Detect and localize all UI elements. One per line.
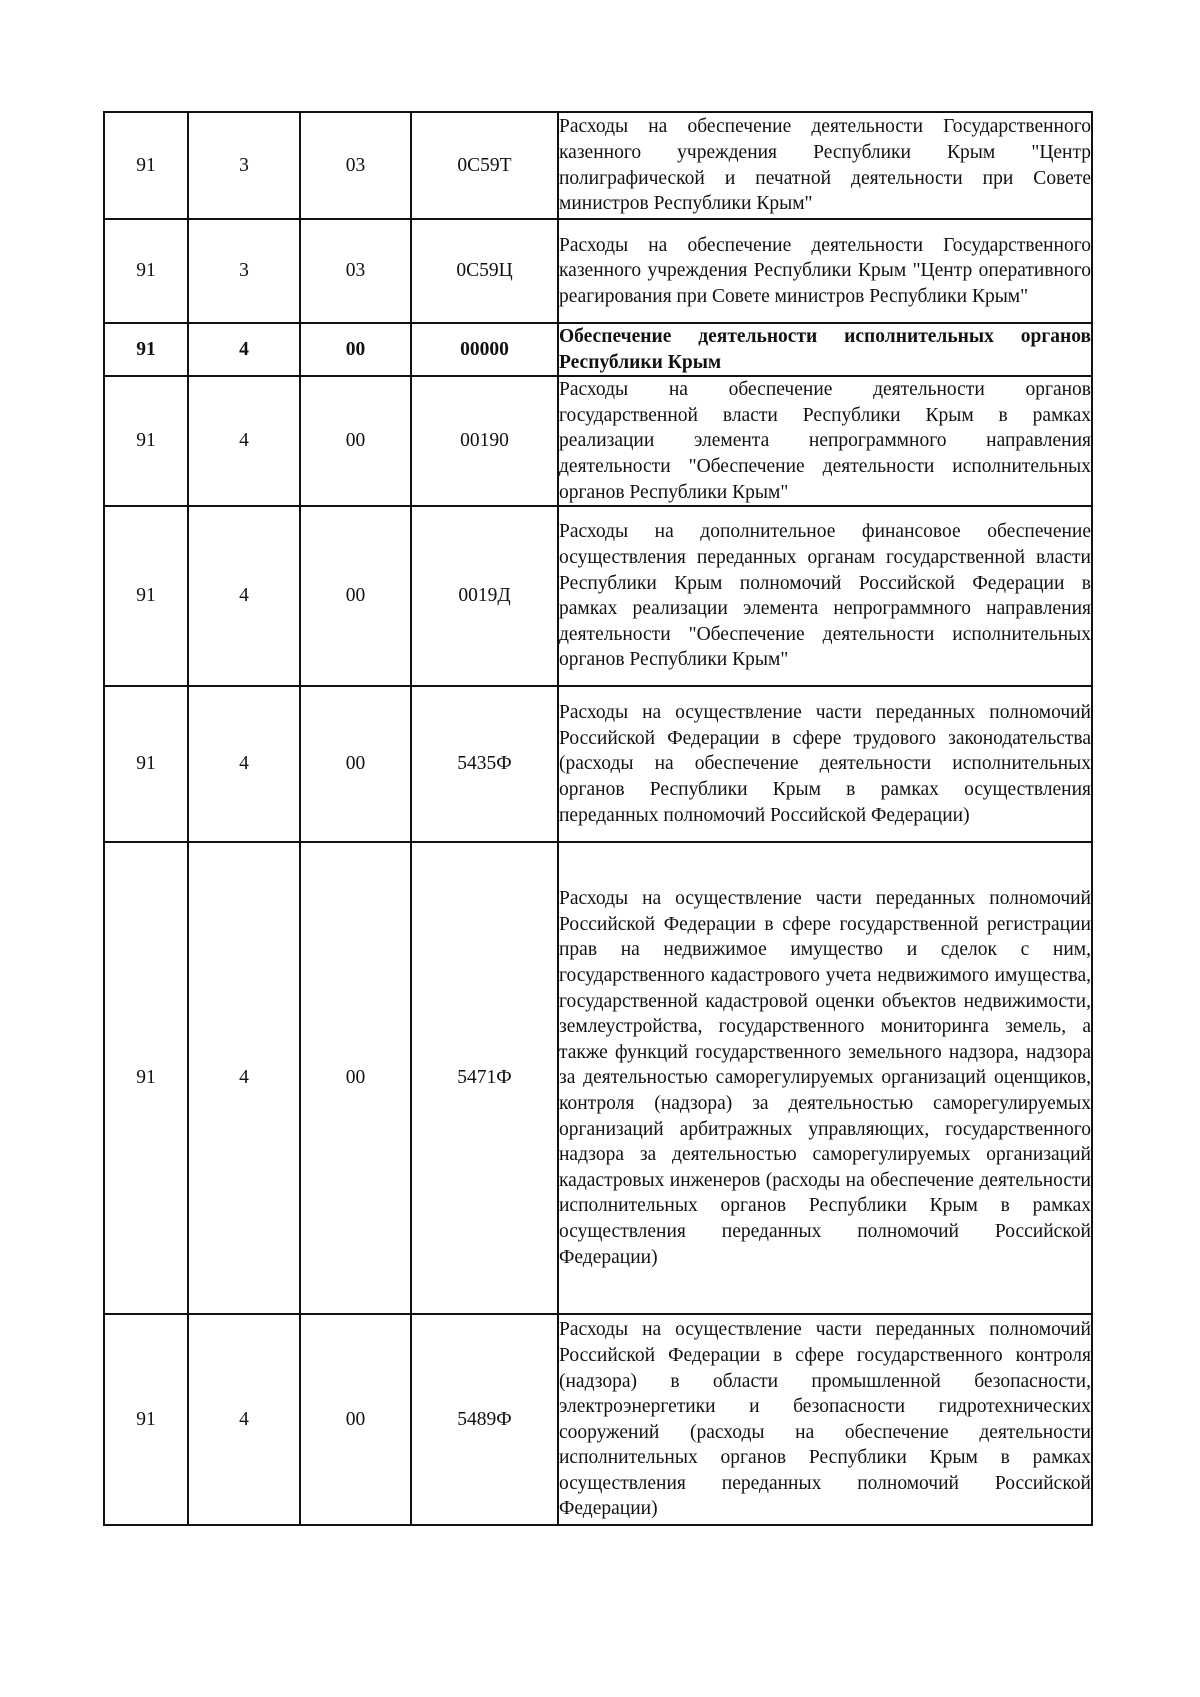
code-col1-cell: 91 (104, 323, 188, 376)
description-cell: Обеспечение деятельности исполнительных органов Республики Крым (558, 323, 1092, 376)
table-row (104, 112, 1092, 219)
code-col1-cell: 91 (104, 506, 188, 686)
description-cell: Расходы на осуществление части переданных полномочий Российской Федерации в сфере государственной регистрации прав на недвижимое имущество и сделок с ним, государственного кадастрового учета недвижимого имущества, государственной кадастровой оценки объектов недвижимости, землеустройства, государственного мониторинга земель, а также функций государственного земельного надзора, надзора за деятельностью саморегулируемых организаций оценщиков, контроля (надзора) за деятельностью саморегулируемых организаций арбитражных управляющих, государственного надзора за деятельностью саморегулируемых организаций кадастровых инженеров (расходы на обеспечение деятельности исполнительных органов Республики Крым в рамках осуществления переданных полномочий Российской Федерации) (558, 842, 1092, 1314)
code-col4-cell: 00000 (411, 323, 558, 376)
code-col2-cell: 4 (188, 376, 300, 506)
code-col2-cell: 4 (188, 842, 300, 1314)
budget-codes-table (103, 111, 1093, 1526)
description-cell: Расходы на обеспечение деятельности органов государственной власти Республики Крым в рамках реализации элемента непрограммного направления деятельности "Обеспечение деятельности исполнительных органов Республики Крым" (558, 376, 1092, 506)
table-row (104, 219, 1092, 323)
code-col2-cell: 4 (188, 686, 300, 842)
code-col4-cell: 0019Д (411, 506, 558, 686)
code-col1-cell: 91 (104, 686, 188, 842)
table-row (104, 376, 1092, 506)
code-col4-cell: 5471Ф (411, 842, 558, 1314)
code-col1-cell: 91 (104, 1314, 188, 1525)
description-cell: Расходы на обеспечение деятельности Государственного казенного учреждения Республики Крым "Центр полиграфической и печатной деятельности при Совете министров Республики Крым" (558, 112, 1092, 219)
code-col1-cell: 91 (104, 376, 188, 506)
code-col3-cell: 00 (300, 506, 411, 686)
code-col1-cell: 91 (104, 219, 188, 323)
table-row (104, 842, 1092, 1314)
code-col3-cell: 00 (300, 376, 411, 506)
code-col2-cell: 3 (188, 112, 300, 219)
code-col2-cell: 3 (188, 219, 300, 323)
table-row (104, 686, 1092, 842)
code-col4-cell: 0С59Ц (411, 219, 558, 323)
description-cell: Расходы на осуществление части переданных полномочий Российской Федерации в сфере трудового законодательства (расходы на обеспечение деятельности исполнительных органов Республики Крым в рамках осуществления переданных полномочий Российской Федерации) (558, 686, 1092, 842)
code-col3-cell: 00 (300, 1314, 411, 1525)
code-col4-cell: 00190 (411, 376, 558, 506)
description-cell: Расходы на осуществление части переданных полномочий Российской Федерации в сфере государственного контроля (надзора) в области промышленной безопасности, электроэнергетики и безопасности гидротехнических сооружений (расходы на обеспечение деятельности исполнительных органов Республики Крым в рамках осуществления переданных полномочий Российской Федерации) (558, 1314, 1092, 1525)
code-col1-cell: 91 (104, 842, 188, 1314)
code-col2-cell: 4 (188, 506, 300, 686)
code-col3-cell: 00 (300, 686, 411, 842)
code-col2-cell: 4 (188, 323, 300, 376)
code-col4-cell: 0С59Т (411, 112, 558, 219)
table-row (104, 1314, 1092, 1525)
code-col2-cell: 4 (188, 1314, 300, 1525)
table-row (104, 323, 1092, 376)
code-col4-cell: 5489Ф (411, 1314, 558, 1525)
code-col3-cell: 00 (300, 323, 411, 376)
description-cell: Расходы на дополнительное финансовое обеспечение осуществления переданных органам государственной власти Республики Крым полномочий Российской Федерации в рамках реализации элемента непрограммного направления деятельности "Обеспечение деятельности исполнительных органов Республики Крым" (558, 506, 1092, 686)
code-col3-cell: 03 (300, 112, 411, 219)
code-col3-cell: 00 (300, 842, 411, 1314)
code-col1-cell: 91 (104, 112, 188, 219)
table-row (104, 506, 1092, 686)
description-cell: Расходы на обеспечение деятельности Государственного казенного учреждения Республики Крым "Центр оперативного реагирования при Совете министров Республики Крым" (558, 219, 1092, 323)
code-col4-cell: 5435Ф (411, 686, 558, 842)
code-col3-cell: 03 (300, 219, 411, 323)
